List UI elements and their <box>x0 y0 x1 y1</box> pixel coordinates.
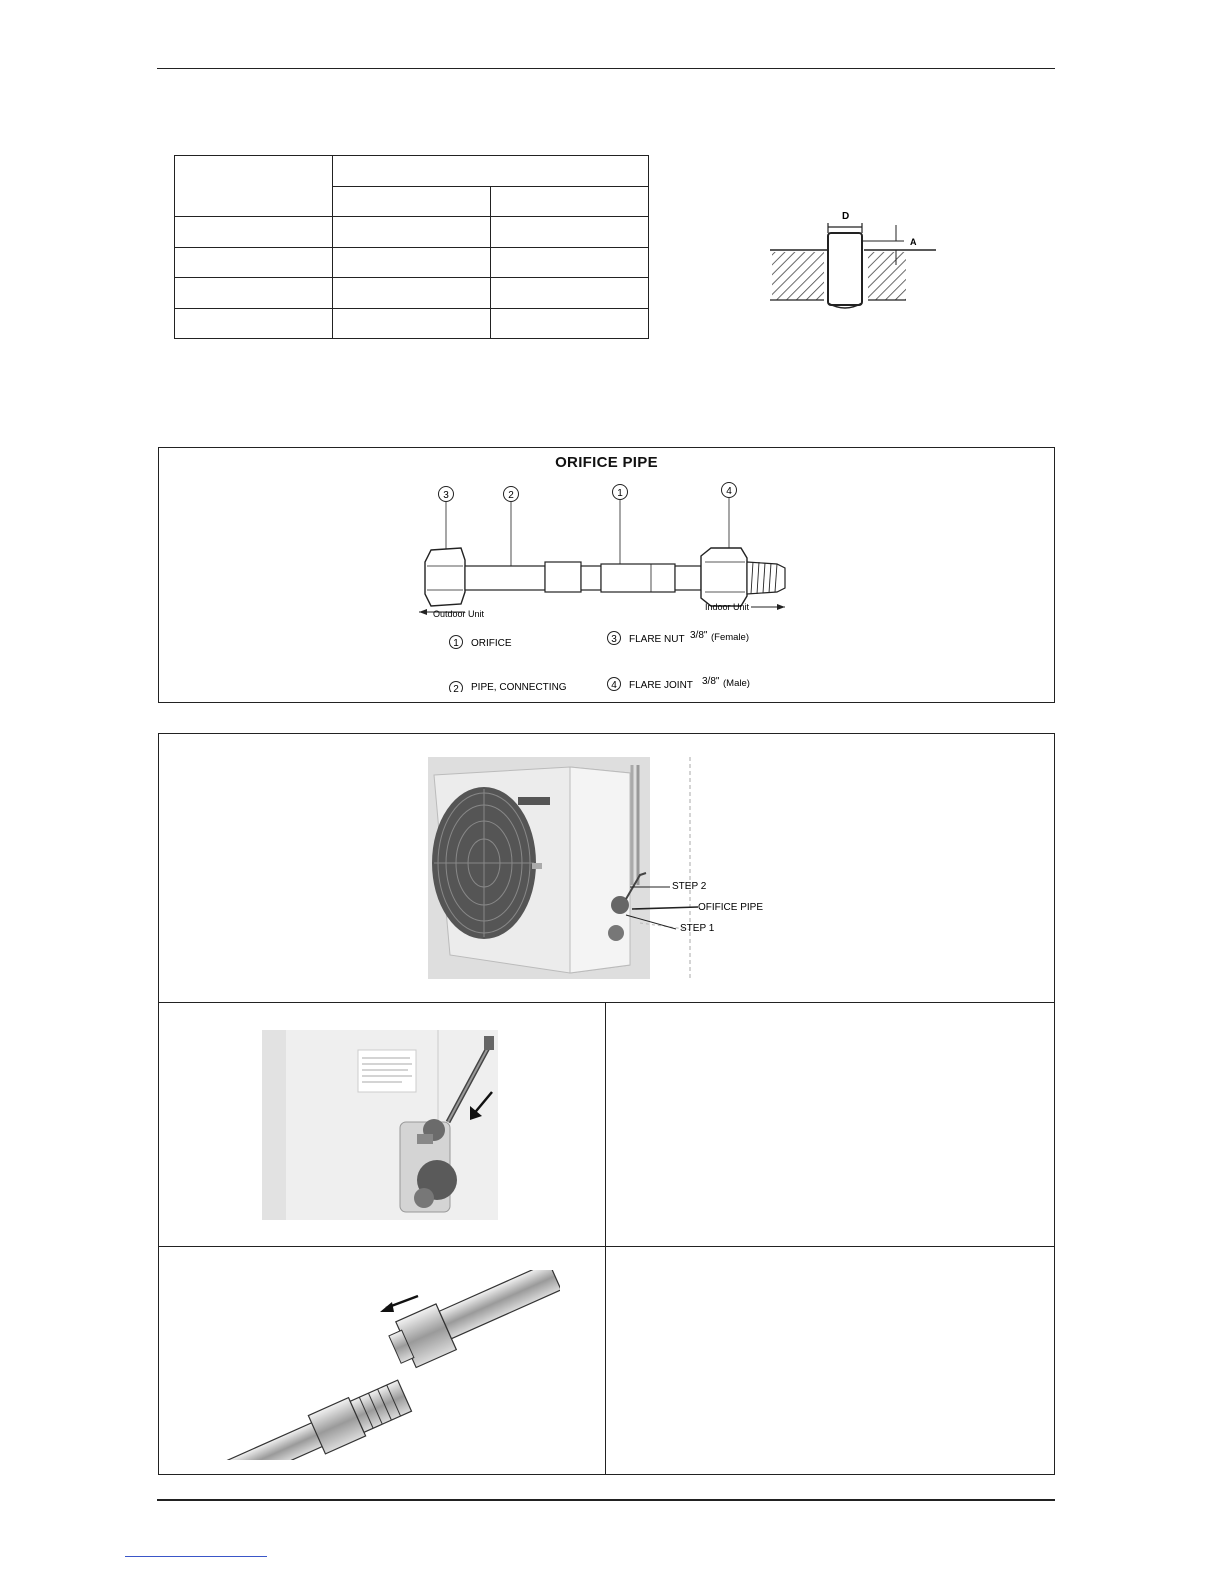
label-a: A <box>910 237 917 247</box>
legend-num-3: 3 <box>611 634 617 645</box>
outdoor-unit-label: Outdoor Unit <box>433 609 485 619</box>
legend-flare-nut-size: 3/8" <box>690 630 708 641</box>
footer-link-underline[interactable] <box>125 1556 267 1557</box>
step-1-label: STEP 1 <box>680 923 715 934</box>
marker-1: 1 <box>617 488 623 499</box>
header-rule <box>157 68 1055 69</box>
flare-dimension-table <box>174 155 649 339</box>
table-row <box>175 217 649 248</box>
flare-joint-drawing <box>200 1270 560 1460</box>
step-2-label: STEP 2 <box>672 881 707 892</box>
legend-flare-joint-type: (Male) <box>723 678 750 689</box>
footer-rule <box>157 1499 1055 1501</box>
section-divider <box>158 1246 1055 1247</box>
outdoor-unit-photo <box>420 755 800 983</box>
legend-pipe-connecting: PIPE, CONNECTING <box>471 682 567 692</box>
legend-flare-nut: FLARE NUT <box>629 634 685 645</box>
legend-num-1: 1 <box>453 638 459 649</box>
marker-3: 3 <box>443 490 449 501</box>
table-subheader-cell <box>333 186 491 217</box>
legend-flare-joint-size: 3/8" <box>702 676 720 687</box>
table-row <box>175 247 649 278</box>
legend-num-4: 4 <box>611 680 617 691</box>
indoor-unit-label: Indoor Unit <box>705 602 750 612</box>
section-divider <box>158 1002 1055 1003</box>
table-subheader-cell <box>491 186 649 217</box>
flare-section-diagram <box>764 203 944 315</box>
marker-2: 2 <box>508 490 514 501</box>
legend-flare-joint: FLARE JOINT <box>629 680 693 691</box>
column-divider <box>605 1002 606 1475</box>
orifice-pipe-drawing <box>405 482 805 692</box>
table-row <box>175 278 649 309</box>
marker-4: 4 <box>726 486 732 497</box>
table-header-cell <box>333 156 649 187</box>
legend-num-2: 2 <box>453 684 459 692</box>
table-row <box>175 308 649 339</box>
legend-orifice: ORIFICE <box>471 638 512 649</box>
label-d: D <box>842 211 850 222</box>
service-valve-photo <box>262 1030 498 1220</box>
orifice-title: ORIFICE PIPE <box>555 454 658 471</box>
legend-flare-nut-type: (Female) <box>711 632 750 643</box>
orifice-pipe-label: OFIFICE PIPE <box>698 902 764 913</box>
table-header-cell <box>175 156 333 217</box>
